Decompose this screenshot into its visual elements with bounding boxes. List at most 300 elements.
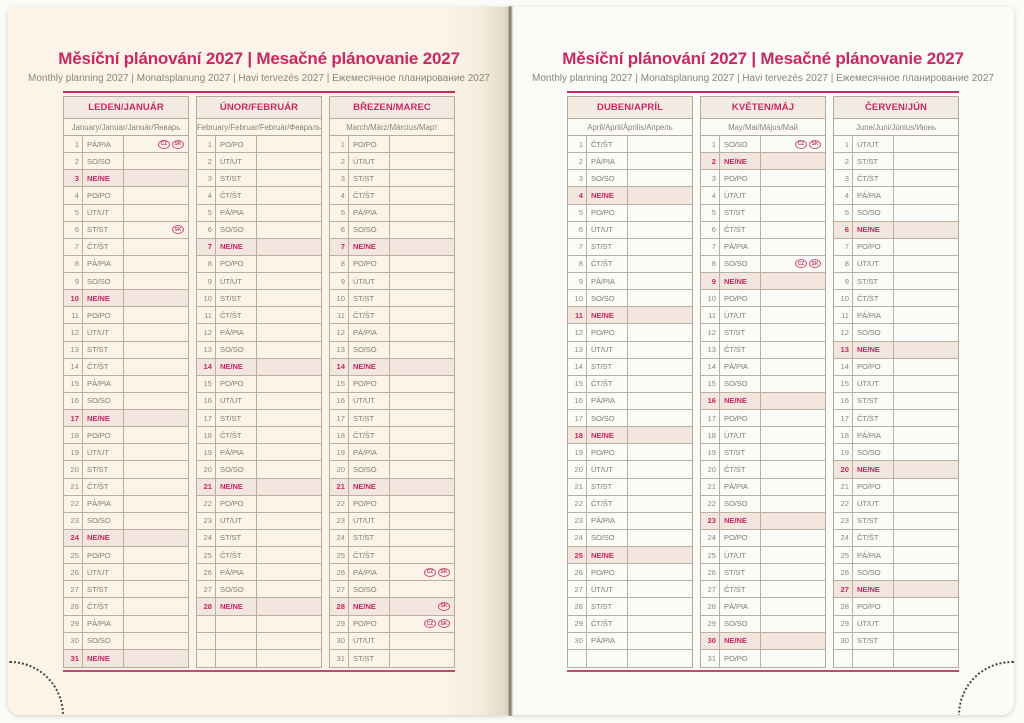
day-number: 14 <box>701 359 720 375</box>
day-abbrev: ÚT/UT <box>853 136 894 152</box>
day-abbrev: ÚT/UT <box>587 342 628 358</box>
day-abbrev: SO/SO <box>216 222 257 238</box>
day-abbrev: ST/ST <box>216 410 257 426</box>
day-row <box>330 598 454 615</box>
day-abbrev: NE/NE <box>83 650 124 667</box>
day-row <box>701 496 825 513</box>
day-abbrev: PO/PO <box>216 256 257 272</box>
day-note-cell <box>761 307 825 323</box>
day-abbrev: ÚT/UT <box>349 273 390 289</box>
day-number: 23 <box>197 513 216 529</box>
day-abbrev: PO/PO <box>216 136 257 152</box>
day-row <box>701 136 825 153</box>
day-row <box>568 496 692 513</box>
day-note-cell <box>124 324 188 340</box>
day-abbrev: PÁ/PIA <box>349 564 390 580</box>
day-abbrev: ČT/ŠT <box>720 461 761 477</box>
day-abbrev: ÚT/UT <box>720 187 761 203</box>
month-days <box>197 136 321 667</box>
page-title: Měsíční plánování 2027 | Mesačné plánovanie 2027 <box>562 49 964 68</box>
day-row <box>568 598 692 615</box>
day-abbrev: ÚT/UT <box>853 496 894 512</box>
day-row <box>330 239 454 256</box>
day-row <box>568 273 692 290</box>
day-number: 11 <box>64 307 83 323</box>
day-note-cell <box>390 581 454 597</box>
day-abbrev: NE/NE <box>349 479 390 495</box>
day-abbrev: ST/ST <box>83 342 124 358</box>
day-number: 15 <box>568 376 587 392</box>
month-languages: January/Januar/Január/Январь <box>64 119 188 136</box>
day-number: 6 <box>64 222 83 238</box>
day-number: 3 <box>701 170 720 186</box>
day-abbrev: PÁ/PIA <box>83 256 124 272</box>
holiday-badge-sk: SK <box>438 619 450 628</box>
day-row <box>64 564 188 581</box>
day-abbrev: PO/PO <box>349 376 390 392</box>
day-abbrev: ST/ST <box>853 513 894 529</box>
day-row <box>64 513 188 530</box>
day-note-cell <box>257 564 321 580</box>
day-abbrev: ČT/ŠT <box>83 359 124 375</box>
day-note-cell <box>761 410 825 426</box>
day-row <box>330 513 454 530</box>
day-abbrev: ST/ST <box>587 239 628 255</box>
day-row <box>64 650 188 667</box>
day-abbrev: SO/SO <box>83 393 124 409</box>
day-abbrev: SO/SO <box>83 153 124 169</box>
day-note-cell <box>894 205 958 221</box>
day-row <box>701 222 825 239</box>
day-note-cell <box>761 633 825 649</box>
day-number: 25 <box>701 547 720 563</box>
day-row <box>64 187 188 204</box>
day-row <box>330 410 454 427</box>
day-number: 1 <box>834 136 853 152</box>
day-abbrev: ST/ST <box>349 290 390 306</box>
day-note-cell <box>628 444 692 460</box>
day-note-cell <box>628 239 692 255</box>
day-number: 8 <box>834 256 853 272</box>
day-row <box>64 581 188 598</box>
day-row <box>330 273 454 290</box>
day-row <box>330 256 454 273</box>
day-row <box>701 616 825 633</box>
month-languages: May/Mai/Május/Май <box>701 119 825 136</box>
day-abbrev: ÚT/UT <box>216 153 257 169</box>
day-abbrev: NE/NE <box>216 479 257 495</box>
day-note-cell <box>257 239 321 255</box>
day-row <box>330 153 454 170</box>
day-row <box>197 427 321 444</box>
holiday-badge-sk: SK <box>172 225 184 234</box>
day-note-cell <box>628 273 692 289</box>
day-number: 16 <box>64 393 83 409</box>
month-days <box>64 136 188 667</box>
day-note-cell <box>257 290 321 306</box>
day-row <box>701 564 825 581</box>
day-abbrev: PÁ/PIA <box>853 307 894 323</box>
day-row <box>64 616 188 633</box>
day-number: 16 <box>701 393 720 409</box>
day-note-cell <box>124 650 188 667</box>
day-note-cell <box>628 496 692 512</box>
day-note-cell <box>390 256 454 272</box>
day-number: 4 <box>568 187 587 203</box>
day-note-cell <box>894 170 958 186</box>
day-note-cell <box>124 256 188 272</box>
day-number: 21 <box>834 479 853 495</box>
day-number: 30 <box>834 633 853 649</box>
day-abbrev: PO/PO <box>216 496 257 512</box>
day-number: 22 <box>64 496 83 512</box>
day-note-cell <box>894 222 958 238</box>
day-note-cell <box>124 187 188 203</box>
day-number: 26 <box>701 564 720 580</box>
day-abbrev: ÚT/UT <box>349 153 390 169</box>
day-row <box>64 496 188 513</box>
day-row <box>568 427 692 444</box>
day-row <box>701 650 825 667</box>
day-row <box>64 461 188 478</box>
day-note-cell <box>761 324 825 340</box>
day-row <box>568 342 692 359</box>
day-abbrev: NE/NE <box>720 273 761 289</box>
day-abbrev: ČT/ŠT <box>587 616 628 632</box>
day-abbrev: ČT/ŠT <box>853 530 894 546</box>
day-number: 5 <box>64 205 83 221</box>
day-abbrev: PÁ/PIA <box>349 444 390 460</box>
day-row <box>568 410 692 427</box>
day-note-cell <box>390 564 454 580</box>
day-note-cell <box>894 461 958 477</box>
day-abbrev: NE/NE <box>349 239 390 255</box>
day-abbrev: SO/SO <box>216 461 257 477</box>
day-row <box>834 461 958 478</box>
day-note-cell <box>628 479 692 495</box>
day-note-cell <box>628 136 692 152</box>
day-note-cell <box>761 170 825 186</box>
day-row <box>197 410 321 427</box>
day-abbrev: ST/ST <box>216 290 257 306</box>
day-abbrev: SO/SO <box>587 410 628 426</box>
day-row <box>197 239 321 256</box>
day-note-cell <box>894 153 958 169</box>
day-number: 17 <box>330 410 349 426</box>
day-note-cell <box>257 359 321 375</box>
day-row <box>701 307 825 324</box>
day-note-cell <box>761 136 825 152</box>
day-abbrev: PO/PO <box>720 290 761 306</box>
day-number: 19 <box>330 444 349 460</box>
day-row <box>197 307 321 324</box>
holiday-badge-sk: SK <box>438 602 450 611</box>
day-number: 11 <box>197 307 216 323</box>
day-note-cell <box>390 650 454 667</box>
day-abbrev: NE/NE <box>853 581 894 597</box>
day-number: 23 <box>64 513 83 529</box>
day-row <box>568 581 692 598</box>
day-abbrev: NE/NE <box>587 547 628 563</box>
day-number: 7 <box>568 239 587 255</box>
day-number: 10 <box>568 290 587 306</box>
day-note-cell <box>761 479 825 495</box>
day-note-cell <box>257 324 321 340</box>
day-row <box>197 205 321 222</box>
day-number: 9 <box>834 273 853 289</box>
day-note-cell <box>628 581 692 597</box>
day-number: 17 <box>197 410 216 426</box>
day-row <box>330 479 454 496</box>
day-row <box>834 376 958 393</box>
day-number: 3 <box>330 170 349 186</box>
day-abbrev: SO/SO <box>720 256 761 272</box>
day-note-cell <box>628 513 692 529</box>
day-number: 14 <box>197 359 216 375</box>
day-abbrev: PÁ/PIA <box>587 393 628 409</box>
day-row <box>330 187 454 204</box>
day-number: 13 <box>197 342 216 358</box>
day-abbrev: SO/SO <box>587 290 628 306</box>
day-abbrev: NE/NE <box>587 187 628 203</box>
day-note-cell <box>628 376 692 392</box>
day-abbrev: PO/PO <box>83 187 124 203</box>
day-number: 6 <box>701 222 720 238</box>
day-number: 9 <box>701 273 720 289</box>
day-row <box>330 581 454 598</box>
day-number: 26 <box>834 564 853 580</box>
day-note-cell <box>761 273 825 289</box>
day-row <box>568 393 692 410</box>
day-number: 15 <box>701 376 720 392</box>
day-row <box>197 461 321 478</box>
day-note-cell <box>390 359 454 375</box>
day-note-cell <box>761 376 825 392</box>
day-note-cell <box>628 616 692 632</box>
day-abbrev: PÁ/PIA <box>216 564 257 580</box>
day-note-cell <box>390 153 454 169</box>
day-row <box>64 547 188 564</box>
day-number: 14 <box>64 359 83 375</box>
day-abbrev: ČT/ŠT <box>587 136 628 152</box>
day-note-cell <box>257 598 321 614</box>
day-number: 28 <box>834 598 853 614</box>
month-tables <box>63 96 455 668</box>
day-number: 9 <box>197 273 216 289</box>
day-note-cell <box>761 496 825 512</box>
day-row <box>701 376 825 393</box>
day-row <box>568 513 692 530</box>
day-number: 22 <box>330 496 349 512</box>
day-abbrev: PÁ/PIA <box>216 205 257 221</box>
day-abbrev: SO/SO <box>720 376 761 392</box>
month-days <box>701 136 825 667</box>
day-abbrev: ČT/ŠT <box>83 479 124 495</box>
day-row <box>701 598 825 615</box>
day-number: 25 <box>197 547 216 563</box>
day-number: 26 <box>568 564 587 580</box>
day-note-cell <box>257 616 321 632</box>
day-note-cell <box>761 205 825 221</box>
day-abbrev: PO/PO <box>83 307 124 323</box>
day-abbrev: ÚT/UT <box>83 444 124 460</box>
day-row <box>568 222 692 239</box>
day-row <box>834 410 958 427</box>
day-row <box>64 273 188 290</box>
day-row <box>568 324 692 341</box>
day-row <box>701 461 825 478</box>
day-row <box>330 290 454 307</box>
day-number: 28 <box>330 598 349 614</box>
day-abbrev: ÚT/UT <box>587 581 628 597</box>
day-number <box>568 650 587 667</box>
day-abbrev: SO/SO <box>349 461 390 477</box>
page-subtitle: Monthly planning 2027 | Monatsplanung 2027 | Havi tervezés 2027 | Ежемесячное планирование 2027 <box>27 73 490 84</box>
header-rule <box>63 91 455 93</box>
day-number: 21 <box>701 479 720 495</box>
day-row <box>701 393 825 410</box>
day-row <box>834 650 958 667</box>
day-note-cell <box>894 427 958 443</box>
day-row <box>568 650 692 667</box>
day-number: 19 <box>64 444 83 460</box>
day-abbrev: NE/NE <box>720 633 761 649</box>
day-abbrev: ČT/ŠT <box>83 598 124 614</box>
day-note-cell <box>761 359 825 375</box>
day-note-cell <box>124 461 188 477</box>
day-abbrev: NE/NE <box>83 530 124 546</box>
day-number: 5 <box>834 205 853 221</box>
day-note-cell <box>628 530 692 546</box>
day-abbrev: PO/PO <box>587 205 628 221</box>
day-note-cell <box>124 359 188 375</box>
day-abbrev: NE/NE <box>83 410 124 426</box>
day-row <box>197 324 321 341</box>
day-number: 29 <box>568 616 587 632</box>
day-row <box>330 393 454 410</box>
day-number: 11 <box>568 307 587 323</box>
day-number: 3 <box>64 170 83 186</box>
day-abbrev: PO/PO <box>349 136 390 152</box>
day-abbrev: PO/PO <box>587 564 628 580</box>
day-row <box>64 633 188 650</box>
day-note-cell <box>390 427 454 443</box>
day-number: 16 <box>834 393 853 409</box>
day-row <box>64 393 188 410</box>
day-note-cell <box>761 342 825 358</box>
day-row <box>834 290 958 307</box>
day-number: 15 <box>330 376 349 392</box>
day-note-cell <box>257 205 321 221</box>
day-abbrev <box>216 650 257 667</box>
day-row <box>197 222 321 239</box>
day-abbrev: PÁ/PIA <box>83 616 124 632</box>
day-abbrev: NE/NE <box>83 170 124 186</box>
month-table-february <box>196 96 322 668</box>
day-note-cell <box>257 479 321 495</box>
day-note-cell <box>894 307 958 323</box>
day-row <box>64 153 188 170</box>
holiday-badge-sk: SK <box>172 140 184 149</box>
day-note-cell <box>894 444 958 460</box>
day-abbrev: ČT/ŠT <box>216 547 257 563</box>
day-abbrev: ST/ST <box>83 222 124 238</box>
day-row <box>568 359 692 376</box>
day-number: 18 <box>834 427 853 443</box>
day-note-cell <box>257 170 321 186</box>
day-row <box>197 530 321 547</box>
day-row <box>834 153 958 170</box>
day-abbrev: NE/NE <box>853 222 894 238</box>
day-abbrev: ST/ST <box>720 444 761 460</box>
day-row <box>701 170 825 187</box>
day-row <box>701 530 825 547</box>
day-number: 8 <box>568 256 587 272</box>
day-number: 27 <box>197 581 216 597</box>
month-days <box>330 136 454 667</box>
day-abbrev: ÚT/UT <box>216 513 257 529</box>
day-number: 6 <box>197 222 216 238</box>
day-note-cell <box>390 290 454 306</box>
day-abbrev: SO/SO <box>587 170 628 186</box>
day-row <box>197 170 321 187</box>
day-number: 21 <box>330 479 349 495</box>
day-number: 31 <box>330 650 349 667</box>
day-number: 6 <box>834 222 853 238</box>
day-number: 4 <box>330 187 349 203</box>
day-row <box>701 239 825 256</box>
day-row <box>330 342 454 359</box>
day-row <box>834 598 958 615</box>
day-row <box>834 581 958 598</box>
day-number: 9 <box>568 273 587 289</box>
day-number: 1 <box>701 136 720 152</box>
day-number: 25 <box>834 547 853 563</box>
day-number: 29 <box>701 616 720 632</box>
day-row <box>701 427 825 444</box>
day-row <box>64 342 188 359</box>
day-note-cell <box>390 222 454 238</box>
day-number: 29 <box>330 616 349 632</box>
footer-rule <box>63 670 455 672</box>
day-note-cell <box>124 376 188 392</box>
day-note-cell <box>124 427 188 443</box>
day-row <box>568 616 692 633</box>
day-row <box>197 616 321 633</box>
day-note-cell <box>124 153 188 169</box>
day-note-cell <box>628 359 692 375</box>
day-abbrev: PO/PO <box>853 239 894 255</box>
day-note-cell <box>257 461 321 477</box>
day-abbrev <box>216 616 257 632</box>
day-note-cell <box>124 239 188 255</box>
day-abbrev: NE/NE <box>720 393 761 409</box>
day-row <box>330 324 454 341</box>
day-note-cell <box>894 616 958 632</box>
day-abbrev: ST/ST <box>853 393 894 409</box>
day-note-cell <box>761 598 825 614</box>
day-abbrev: SO/SO <box>349 342 390 358</box>
day-row <box>64 136 188 153</box>
day-number: 13 <box>64 342 83 358</box>
day-number: 8 <box>701 256 720 272</box>
day-number: 21 <box>197 479 216 495</box>
day-abbrev: NE/NE <box>587 427 628 443</box>
day-number: 16 <box>197 393 216 409</box>
day-number: 27 <box>701 581 720 597</box>
day-abbrev: PO/PO <box>349 256 390 272</box>
day-number: 30 <box>568 633 587 649</box>
